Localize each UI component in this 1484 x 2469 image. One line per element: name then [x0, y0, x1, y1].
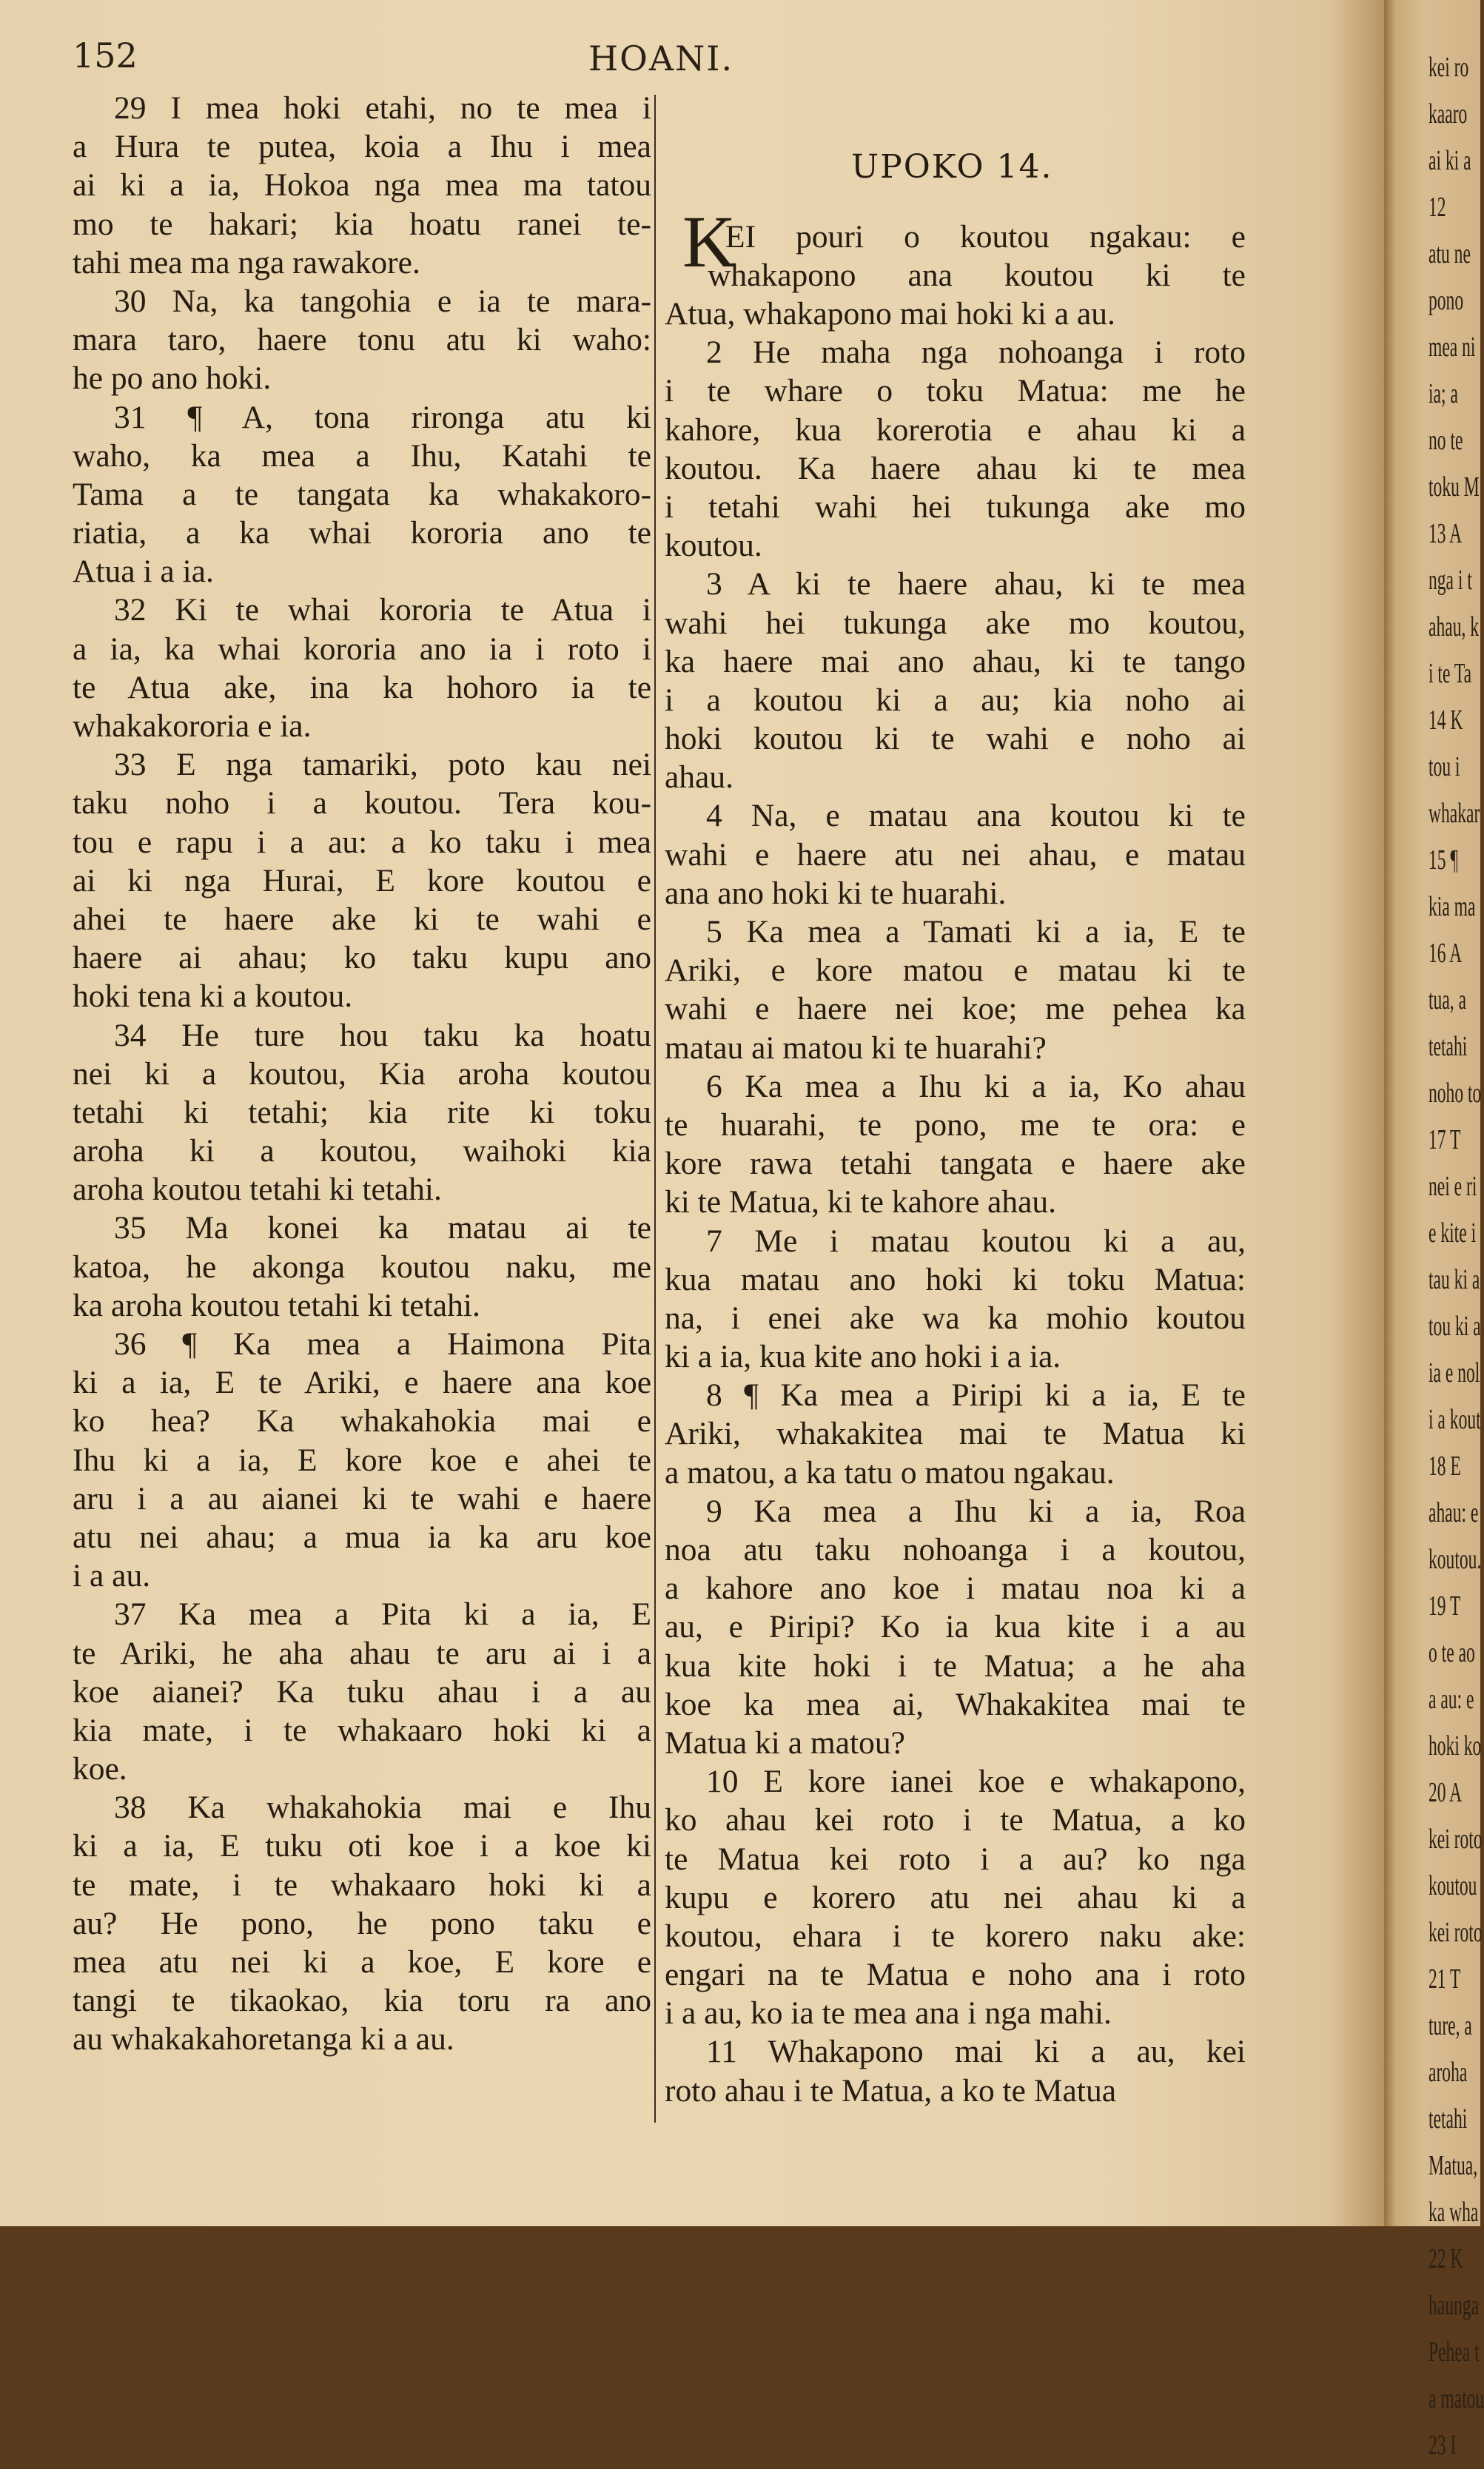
text-line: atu nei ahau; a mua ia ka aru koe	[73, 1519, 651, 1555]
text-line: koe.	[73, 1751, 127, 1787]
text-line: ai ki nga Hurai, E kore koutou e	[73, 862, 651, 898]
edge-fragment: ai ki a	[1428, 145, 1471, 176]
edge-fragment: haunga	[1428, 2290, 1480, 2321]
text-line: 31 ¶ A, tona rironga atu ki	[114, 399, 651, 435]
text-line: waho, ka mea a Ihu, Katahi te	[73, 437, 651, 474]
text-line: Tama a te tangata ka whakakoro-	[73, 476, 651, 512]
text-line: ki te Matua, ki te kahore ahau.	[665, 1184, 1057, 1220]
text-line: koutou. Ka haere ahau ki te mea	[665, 450, 1246, 486]
text-line: ki a ia, E te Ariki, e haere ana koe	[73, 1365, 651, 1401]
edge-fragment: a au: e	[1428, 1684, 1474, 1715]
text-line: tou e rapu i a au: a ko taku i mea	[73, 824, 651, 860]
text-line: te Atua ake, ina ka hohoro ia te	[73, 669, 651, 705]
edge-fragment: ia e nol	[1428, 1357, 1480, 1388]
text-line: mea atu nei ki a koe, E kore e	[73, 1944, 651, 1980]
edge-fragment: i a kout	[1428, 1404, 1481, 1435]
edge-fragment: o te ao	[1428, 1637, 1475, 1668]
edge-fragment: ka wha	[1428, 2197, 1479, 2228]
text-line: ka aroha koutou tetahi ki tetahi.	[73, 1287, 480, 1323]
text-line: ko ahau kei roto i te Matua, a ko	[665, 1802, 1246, 1838]
text-line: koutou, ehara i te korero naku ake:	[665, 1918, 1246, 1954]
text-line: 32 Ki te whai kororia te Atua i	[114, 592, 651, 628]
edge-fragment: 23 I	[1428, 2430, 1457, 2461]
text-line: a Hura te putea, koia a Ihu i mea	[73, 129, 651, 165]
text-line: he po ano hoki.	[73, 360, 272, 397]
text-line: a ia, ka whai kororia ano ia i roto i	[73, 631, 651, 667]
text-line: aroha koutou tetahi ki tetahi.	[73, 1172, 442, 1208]
edge-fragment: ahau, k	[1428, 611, 1480, 642]
text-line: ahei te haere ake ki te wahi e	[73, 901, 651, 937]
text-line: 29 I mea hoki etahi, no te mea i	[114, 90, 651, 126]
text-line: i tetahi wahi hei tukunga ake mo	[665, 488, 1246, 525]
edge-fragment: tua, a	[1428, 984, 1467, 1015]
text-line: kahore, kua korerotia e ahau ki a	[665, 412, 1246, 448]
edge-fragment: ture, a	[1428, 2010, 1472, 2041]
text-line: ana ano hoki ki te huarahi.	[665, 875, 1007, 911]
edge-fragment: 16 A	[1428, 938, 1463, 969]
right-column	[665, 295, 1246, 2110]
text-line: 11 Whakapono mai ki a au, kei	[706, 2034, 1246, 2070]
edge-fragment: Pehea t	[1428, 2337, 1480, 2368]
text-line: au? He pono, he pono taku e	[73, 1905, 651, 1941]
text-line: kia mate, i te whakaaro hoki ki a	[73, 1712, 651, 1748]
text-line: hoki tena ki a koutou.	[73, 978, 353, 1015]
chapter-heading: UPOKO 14.	[851, 148, 1053, 186]
text-line: 7 Me i matau koutou ki a au,	[706, 1223, 1246, 1259]
page-number: 152	[73, 36, 138, 75]
text-line: 33 E nga tamariki, poto kau nei	[114, 747, 651, 783]
text-line: 37 Ka mea a Pita ki a ia, E	[114, 1596, 651, 1633]
edge-fragment: ahau: e	[1428, 1497, 1479, 1528]
text-line: ko hea? Ka whakahokia mai e	[73, 1403, 651, 1440]
text-line: aroha ki a koutou, waihoki kia	[73, 1133, 651, 1169]
edge-fragment: tau ki a	[1428, 1264, 1480, 1295]
text-line: engari na te Matua e noho ana i roto	[665, 1957, 1246, 1993]
text-line: te Ariki, he aha ahau te aru ai i a	[73, 1635, 651, 1671]
text-line: EI pouri o koutou ngakau: e	[725, 219, 1246, 255]
edge-fragment: 22 K	[1428, 2243, 1463, 2274]
text-line: Ariki, e kore matou e matau ki te	[665, 953, 1246, 989]
text-line: kua kite hoki i te Matua; a he aha	[665, 1647, 1246, 1684]
text-line: 30 Na, ka tangohia e ia te mara-	[114, 283, 651, 319]
edge-fragment: pono	[1428, 285, 1464, 316]
text-line: te Matua kei roto i a au? ko nga	[665, 1841, 1246, 1877]
edge-fragment: 20 A	[1428, 1777, 1463, 1808]
text-line: kore rawa tetahi tangata e haere ake	[665, 1146, 1246, 1182]
text-line: 8 ¶ Ka mea a Piripi ki a ia, E te	[706, 1377, 1246, 1414]
text-line: au, e Piripi? Ko ia kua kite i a au	[665, 1609, 1246, 1645]
next-page-edge-text	[1428, 44, 1484, 2469]
next-page-edge	[1384, 0, 1484, 2461]
edge-fragment: Matua,	[1428, 2150, 1478, 2181]
edge-fragment: kaaro	[1428, 98, 1468, 130]
edge-fragment: 21 T	[1428, 1964, 1461, 1995]
edge-fragment: whakar	[1428, 798, 1480, 829]
edge-fragment: 12	[1428, 192, 1446, 223]
text-line: tetahi ki tetahi; kia rite ki toku	[73, 1094, 651, 1130]
text-line: Ariki, whakakitea mai te Matua ki	[665, 1416, 1246, 1452]
text-line: Atua, whakapono mai hoki ki a au.	[665, 296, 1115, 332]
text-line: Matua ki a matou?	[665, 1724, 905, 1761]
edge-fragment: hoki ko	[1428, 1730, 1482, 1761]
text-line: matau ai matou ki te huarahi?	[665, 1029, 1047, 1066]
text-line: 34 He ture hou taku ka hoatu	[114, 1017, 651, 1053]
text-line: mara taro, haere tonu atu ki waho:	[73, 322, 651, 358]
text-line: a matou, a ka tatu o matou ngakau.	[665, 1454, 1115, 1491]
text-line: haere ai ahau; ko taku kupu ano	[73, 940, 651, 976]
text-line: kua matau ano hoki ki toku Matua:	[665, 1261, 1246, 1297]
left-column	[73, 89, 651, 2059]
right-column-opening	[665, 218, 1246, 295]
text-line: Ihu ki a ia, E kore koe e ahei te	[73, 1442, 651, 1478]
text-line: koutou.	[665, 528, 762, 564]
text-line: Atua i a ia.	[73, 554, 214, 590]
text-line: 6 Ka mea a Ihu ki a ia, Ko ahau	[706, 1068, 1246, 1104]
drop-cap: K	[682, 201, 736, 283]
text-line: te huarahi, te pono, me te ora: e	[665, 1106, 1246, 1143]
text-line: 5 Ka mea a Tamati ki a ia, E te	[706, 914, 1246, 950]
text-line: hoki koutou ki te wahi e noho ai	[665, 721, 1246, 757]
running-title: HOANI.	[588, 38, 734, 78]
edge-fragment: a matou	[1428, 2383, 1484, 2414]
edge-fragment: nga i t	[1428, 565, 1472, 596]
text-line: riatia, a ka whai kororia ano te	[73, 515, 651, 551]
text-line: wahi e haere atu nei ahau, e matau	[665, 836, 1246, 873]
text-line: 4 Na, e matau ana koutou ki te	[706, 798, 1246, 834]
text-line: 36 ¶ Ka mea a Haimona Pita	[114, 1326, 651, 1362]
text-line: i te whare o toku Matua: me he	[665, 373, 1246, 409]
edge-fragment: 18 E	[1428, 1451, 1461, 1482]
text-line: au whakakahoretanga ki a au.	[73, 2021, 454, 2058]
text-line: roto ahau i te Matua, a ko te Matua	[665, 2072, 1116, 2109]
edge-fragment: tetahi	[1428, 1031, 1468, 1062]
edge-fragment: tetahi	[1428, 2103, 1468, 2134]
text-line: 10 E kore ianei koe e whakapono,	[706, 1764, 1246, 1800]
text-line: 35 Ma konei ka matau ai te	[114, 1210, 651, 1246]
edge-fragment: mea ni	[1428, 332, 1476, 363]
text-line: ki a ia, kua kite ano hoki i a ia.	[665, 1339, 1061, 1375]
column-divider	[654, 95, 656, 2123]
edge-fragment: 13 A	[1428, 518, 1463, 549]
edge-fragment: no te	[1428, 425, 1463, 456]
text-line: ka haere mai ano ahau, ki te tango	[665, 643, 1246, 679]
edge-fragment: atu ne	[1428, 238, 1471, 269]
edge-fragment: e kite i	[1428, 1217, 1477, 1249]
edge-fragment: koutou	[1428, 1870, 1477, 1901]
text-line: ai ki a ia, Hokoa nga mea ma tatou	[73, 167, 651, 204]
text-line: na, i enei ake wa ka mohio koutou	[665, 1300, 1246, 1336]
edge-fragment: toku M	[1428, 471, 1480, 503]
text-line: ahau.	[665, 759, 733, 796]
edge-fragment: kei ro	[1428, 52, 1469, 83]
edge-fragment: 19 T	[1428, 1590, 1461, 1622]
edge-fragment: kia ma	[1428, 891, 1476, 922]
text-line: te mate, i te whakaaro hoki ki a	[73, 1867, 651, 1903]
text-line: 3 A ki te haere ahau, ki te mea	[706, 566, 1246, 602]
edge-fragment: i te Ta	[1428, 658, 1472, 689]
text-line: whakapono ana koutou ki te	[708, 258, 1246, 294]
text-line: nei ki a koutou, Kia aroha koutou	[73, 1055, 651, 1092]
text-line: 38 Ka whakahokia mai e Ihu	[114, 1790, 651, 1826]
text-line: noa atu taku nohoanga i a koutou,	[665, 1532, 1246, 1568]
text-line: 9 Ka mea a Ihu ki a ia, Roa	[706, 1493, 1246, 1529]
text-line: tangi te tikaokao, kia toru ra ano	[73, 1983, 651, 2019]
edge-fragment: kei roto	[1428, 1824, 1483, 1855]
edge-fragment: koutou.	[1428, 1544, 1482, 1575]
text-line: i a koutou ki a au; kia noho ai	[665, 682, 1246, 718]
text-line: kupu e korero atu nei ahau ki a	[665, 1879, 1246, 1915]
text-line: wahi hei tukunga ake mo koutou,	[665, 605, 1246, 641]
text-line: wahi e haere nei koe; me pehea ka	[665, 991, 1246, 1027]
text-line: 2 He maha nga nohoanga i roto	[706, 335, 1246, 371]
edge-fragment: noho to	[1428, 1078, 1482, 1109]
edge-fragment: kei roto	[1428, 1917, 1483, 1948]
edge-fragment: 17 T	[1428, 1124, 1461, 1155]
text-line: i a au, ko ia te mea ana i nga mahi.	[665, 1995, 1112, 2032]
text-line: taku noho i a koutou. Tera kou-	[73, 785, 651, 822]
edge-fragment: aroha	[1428, 2057, 1468, 2088]
edge-fragment: 15 ¶	[1428, 844, 1459, 876]
text-line: mo te hakari; kia hoatu ranei te-	[73, 206, 651, 242]
text-line: whakakororia e ia.	[73, 708, 312, 744]
text-line: i a au.	[73, 1558, 151, 1594]
edge-fragment: nei e ri	[1428, 1171, 1477, 1202]
text-line: koe aianei? Ka tuku ahau i a au	[73, 1673, 651, 1710]
text-line: aru i a au aianei ki te wahi e haere	[73, 1480, 651, 1516]
edge-fragment: tou i	[1428, 751, 1460, 782]
text-line: tahi mea ma nga rawakore.	[73, 244, 420, 281]
text-line: a kahore ano koe i matau noa ki a	[665, 1571, 1246, 1607]
edge-fragment: ia; a	[1428, 378, 1458, 409]
edge-fragment: tou ki a	[1428, 1311, 1481, 1342]
text-line: ki a ia, E tuku oti koe i a koe ki	[73, 1828, 651, 1864]
edge-fragment: 14 K	[1428, 705, 1463, 736]
text-line: koe ka mea ai, Whakakitea mai te	[665, 1686, 1246, 1722]
text-line: katoa, he akonga koutou naku, me	[73, 1249, 651, 1285]
